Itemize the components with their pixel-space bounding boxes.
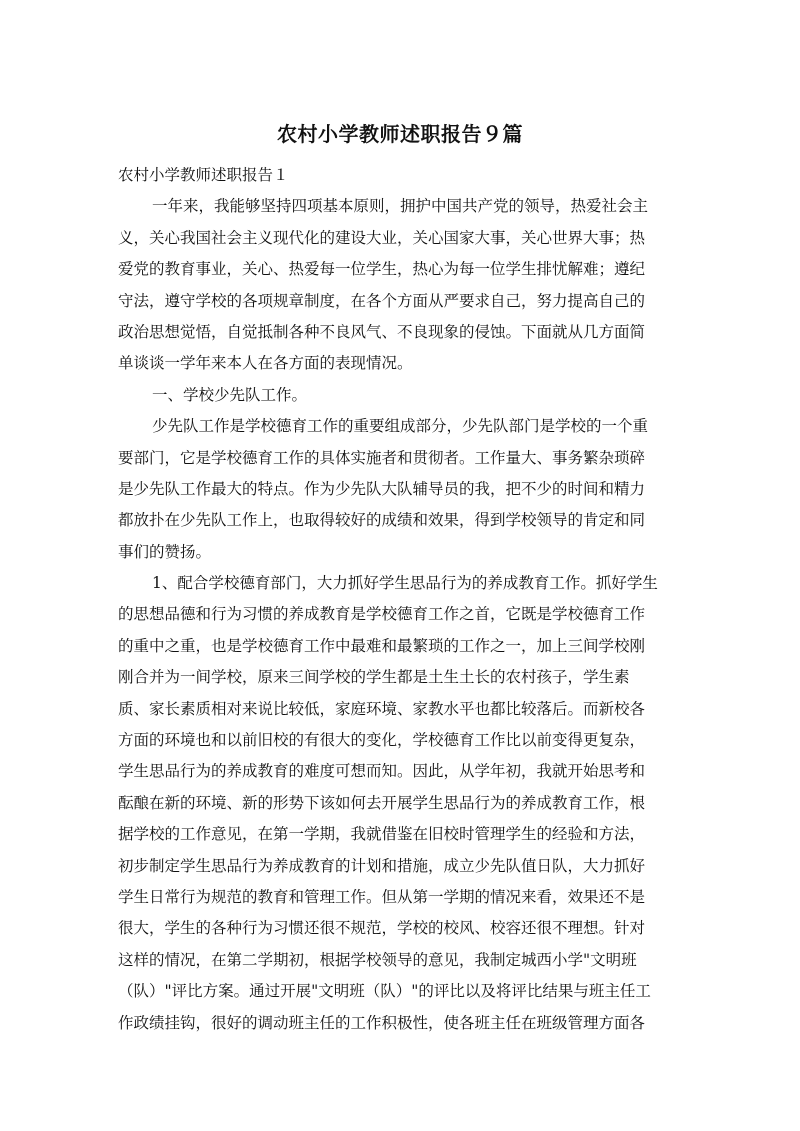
- section-heading: 一、学校少先队工作。: [152, 385, 308, 404]
- paragraph-line: 刚合并为一间学校，原来三间学校的学生都是土生土长的农村孩子，学生素: [118, 668, 630, 687]
- document-title: 农村小学教师述职报告９篇: [277, 122, 523, 146]
- paragraph-line: 要部门，它是学校德育工作的具体实施者和贯彻者。工作量大、事务繁杂琐碎: [118, 448, 646, 467]
- paragraph-line: 初步制定学生思品行为养成教育的计划和措施，成立少先队值日队，大力抓好: [118, 856, 646, 875]
- paragraph-line: 很大，学生的各种行为习惯还很不规范，学校的校风、校容还很不理想。针对: [118, 919, 646, 938]
- paragraph-line: 的重中之重，也是学校德育工作中最难和最繁琐的工作之一，加上三间学校刚: [118, 636, 646, 655]
- document-body: [118, 160, 682, 1039]
- paragraph-line: 是少先队工作最大的特点。作为少先队大队辅导员的我，把不少的时间和精力: [118, 479, 646, 498]
- paragraph-line: （队）"评比方案。通过开展"文明班（队）"的评比以及将评比结果与班主任工: [118, 982, 651, 1001]
- paragraph-line: 酝酿在新的环境、新的形势下该如何去开展学生思品行为的养成教育工作，根: [118, 793, 646, 812]
- paragraph-line: 据学校的工作意见，在第一学期，我就借鉴在旧校时管理学生的经验和方法，: [118, 825, 646, 844]
- paragraph-line: 的思想品德和行为习惯的养成教育是学校德育工作之首，它既是学校德育工作: [118, 605, 646, 624]
- paragraph-line: 作政绩挂钩，很好的调动班主任的工作积极性，使各班主任在班级管理方面各: [118, 1013, 646, 1032]
- paragraph-line: 一年来，我能够坚持四项基本原则，拥护中国共产党的领导，热爱社会主: [152, 197, 649, 216]
- paragraph-line: 事们的赞扬。: [118, 542, 212, 561]
- paragraph-line: 义，关心我国社会主义现代化的建设大业，关心国家大事，关心世界大事；热: [118, 228, 646, 247]
- subheading: 农村小学教师述职报告１: [118, 166, 289, 184]
- paragraph-line: 学生思品行为的养成教育的难度可想而知。因此，从学年初，我就开始思考和: [118, 762, 646, 781]
- paragraph-line: 质、家长素质相对来说比较低，家庭环境、家教水平也都比较落后。而新校各: [118, 699, 646, 718]
- paragraph-line: 学生日常行为规范的教育和管理工作。但从第一学期的情况来看，效果还不是: [118, 887, 646, 906]
- paragraph-line: 政治思想觉悟，自觉抵制各种不良风气、不良现象的侵蚀。下面就从几方面简: [118, 322, 646, 341]
- paragraph-line: 都放扑在少先队工作上，也取得较好的成绩和效果，得到学校领导的肯定和同: [118, 511, 646, 530]
- paragraph-line: 单谈谈一学年来本人在各方面的表现情况。: [118, 354, 413, 373]
- paragraph-line: 守法，遵守学校的各项规章制度，在各个方面从严要求自己，努力提高自己的: [118, 291, 646, 310]
- paragraph-line: 方面的环境也和以前旧校的有很大的变化，学校德育工作比以前变得更复杂，: [118, 731, 646, 750]
- paragraph-line: 爱党的教育事业，关心、热爱每一位学生，热心为每一位学生排忧解难；遵纪: [118, 260, 646, 279]
- paragraph-line: 1、配合学校德育部门，大力抓好学生思品行为的养成教育工作。抓好学生: [152, 574, 658, 593]
- paragraph-line: 这样的情况，在第二学期初，根据学校领导的意见，我制定城西小学"文明班: [118, 950, 637, 969]
- paragraph-line: 少先队工作是学校德育工作的重要组成部分，少先队部门是学校的一个重: [152, 417, 649, 436]
